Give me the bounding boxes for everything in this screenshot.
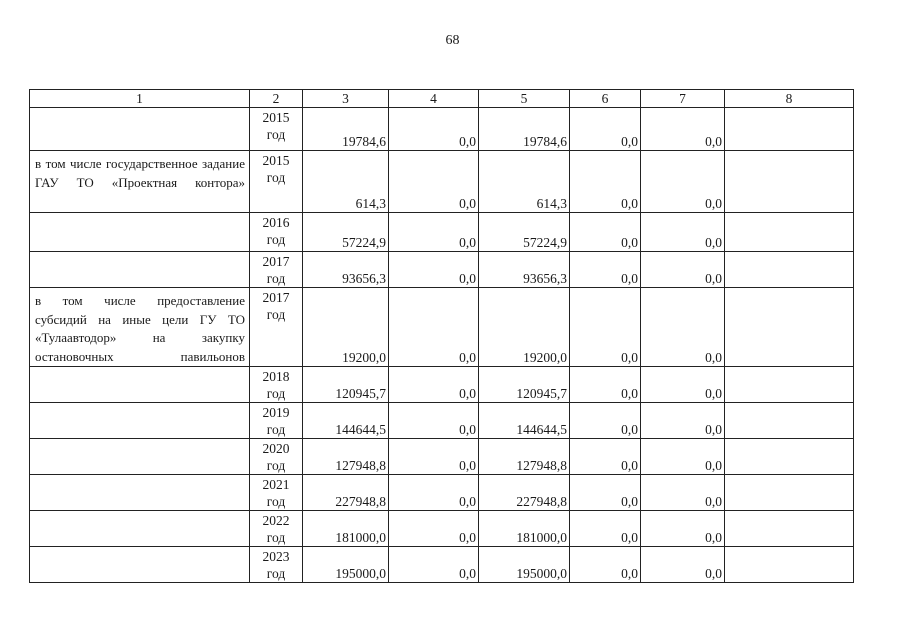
cell-c5: 195000,0 <box>479 547 570 583</box>
column-header: 5 <box>479 90 570 108</box>
table-row <box>30 367 854 403</box>
year-value: 2021 <box>262 477 290 492</box>
cell-c6: 0,0 <box>570 367 641 403</box>
row-description <box>30 367 250 403</box>
row-year <box>250 403 303 439</box>
cell-c3: 19784,6 <box>303 108 389 151</box>
cell-c5: 19200,0 <box>479 288 570 367</box>
year-value: 2015 <box>262 110 290 125</box>
year-unit: год <box>266 458 286 473</box>
cell-c8 <box>725 288 854 367</box>
cell-c8 <box>725 108 854 151</box>
cell-c5: 19784,6 <box>479 108 570 151</box>
cell-c6: 0,0 <box>570 511 641 547</box>
row-description <box>30 547 250 583</box>
year-unit: год <box>266 307 286 322</box>
cell-c3: 57224,9 <box>303 213 389 252</box>
cell-c8 <box>725 475 854 511</box>
cell-c7: 0,0 <box>641 511 725 547</box>
cell-c8 <box>725 213 854 252</box>
row-year <box>250 288 303 367</box>
page-number: 68 <box>445 33 460 48</box>
cell-c4: 0,0 <box>389 367 479 403</box>
cell-c8 <box>725 151 854 213</box>
row-year <box>250 213 303 252</box>
column-header: 1 <box>30 90 250 108</box>
row-year <box>250 511 303 547</box>
cell-c4: 0,0 <box>389 151 479 213</box>
cell-c4: 0,0 <box>389 288 479 367</box>
cell-c8 <box>725 252 854 288</box>
column-header: 3 <box>303 90 389 108</box>
year-unit: год <box>266 422 286 437</box>
cell-c7: 0,0 <box>641 439 725 475</box>
cell-c7: 0,0 <box>641 108 725 151</box>
cell-c8 <box>725 367 854 403</box>
cell-c4: 0,0 <box>389 511 479 547</box>
header-row <box>30 90 854 108</box>
cell-c4: 0,0 <box>389 108 479 151</box>
year-value: 2019 <box>262 405 290 420</box>
year-unit: год <box>266 232 286 247</box>
cell-c5: 614,3 <box>479 151 570 213</box>
row-year <box>250 475 303 511</box>
cell-c7: 0,0 <box>641 288 725 367</box>
table-row <box>30 511 854 547</box>
cell-c8 <box>725 439 854 475</box>
year-value: 2016 <box>262 215 290 230</box>
year-unit: год <box>266 127 286 142</box>
table-body <box>30 108 854 583</box>
cell-c6: 0,0 <box>570 151 641 213</box>
cell-c6: 0,0 <box>570 288 641 367</box>
row-description <box>30 511 250 547</box>
row-year <box>250 108 303 151</box>
year-value: 2018 <box>262 369 290 384</box>
cell-c7: 0,0 <box>641 367 725 403</box>
column-header: 2 <box>250 90 303 108</box>
table-row <box>30 151 854 213</box>
table-row <box>30 475 854 511</box>
cell-c3: 144644,5 <box>303 403 389 439</box>
year-value: 2022 <box>262 513 290 528</box>
cell-c4: 0,0 <box>389 403 479 439</box>
row-year <box>250 151 303 213</box>
row-year <box>250 367 303 403</box>
row-description <box>30 108 250 151</box>
column-header: 6 <box>570 90 641 108</box>
cell-c6: 0,0 <box>570 403 641 439</box>
cell-c6: 0,0 <box>570 213 641 252</box>
cell-c3: 195000,0 <box>303 547 389 583</box>
cell-c3: 120945,7 <box>303 367 389 403</box>
year-value: 2017 <box>262 290 290 305</box>
cell-c5: 93656,3 <box>479 252 570 288</box>
cell-c3: 127948,8 <box>303 439 389 475</box>
table-row <box>30 252 854 288</box>
year-unit: год <box>266 386 286 401</box>
cell-c5: 227948,8 <box>479 475 570 511</box>
cell-c3: 181000,0 <box>303 511 389 547</box>
year-value: 2017 <box>262 254 290 269</box>
row-description <box>30 475 250 511</box>
cell-c5: 120945,7 <box>479 367 570 403</box>
year-value: 2023 <box>262 549 290 564</box>
cell-c7: 0,0 <box>641 547 725 583</box>
year-unit: год <box>266 494 286 509</box>
cell-c4: 0,0 <box>389 439 479 475</box>
table-row <box>30 213 854 252</box>
cell-c8 <box>725 511 854 547</box>
budget-table <box>29 89 854 583</box>
row-description <box>30 213 250 252</box>
row-description <box>30 403 250 439</box>
cell-c3: 93656,3 <box>303 252 389 288</box>
cell-c7: 0,0 <box>641 403 725 439</box>
cell-c4: 0,0 <box>389 252 479 288</box>
cell-c5: 127948,8 <box>479 439 570 475</box>
cell-c3: 19200,0 <box>303 288 389 367</box>
row-description: в том числе государственное задание ГАУ ТО «Проектная контора» <box>30 151 250 213</box>
row-description <box>30 252 250 288</box>
table-row <box>30 403 854 439</box>
row-description: в том числе предоставление субсидий на иные цели ГУ ТО «Тулаавтодор» на закупку остановочных павильонов <box>30 288 250 367</box>
cell-c7: 0,0 <box>641 151 725 213</box>
cell-c4: 0,0 <box>389 547 479 583</box>
row-year <box>250 547 303 583</box>
table-row <box>30 108 854 151</box>
cell-c3: 227948,8 <box>303 475 389 511</box>
year-unit: год <box>266 170 286 185</box>
cell-c8 <box>725 403 854 439</box>
year-value: 2015 <box>262 153 290 168</box>
cell-c4: 0,0 <box>389 213 479 252</box>
cell-c7: 0,0 <box>641 213 725 252</box>
column-header: 7 <box>641 90 725 108</box>
cell-c3: 614,3 <box>303 151 389 213</box>
year-unit: год <box>266 271 286 286</box>
cell-c5: 144644,5 <box>479 403 570 439</box>
row-year <box>250 439 303 475</box>
column-header: 8 <box>725 90 854 108</box>
year-unit: год <box>266 530 286 545</box>
table-row <box>30 547 854 583</box>
cell-c7: 0,0 <box>641 475 725 511</box>
table-row <box>30 439 854 475</box>
cell-c8 <box>725 547 854 583</box>
cell-c5: 181000,0 <box>479 511 570 547</box>
cell-c6: 0,0 <box>570 252 641 288</box>
year-value: 2020 <box>262 441 290 456</box>
cell-c6: 0,0 <box>570 108 641 151</box>
cell-c6: 0,0 <box>570 439 641 475</box>
table-row <box>30 288 854 367</box>
row-description <box>30 439 250 475</box>
year-unit: год <box>266 566 286 581</box>
cell-c6: 0,0 <box>570 547 641 583</box>
cell-c7: 0,0 <box>641 252 725 288</box>
row-year <box>250 252 303 288</box>
cell-c4: 0,0 <box>389 475 479 511</box>
cell-c5: 57224,9 <box>479 213 570 252</box>
cell-c6: 0,0 <box>570 475 641 511</box>
column-header: 4 <box>389 90 479 108</box>
